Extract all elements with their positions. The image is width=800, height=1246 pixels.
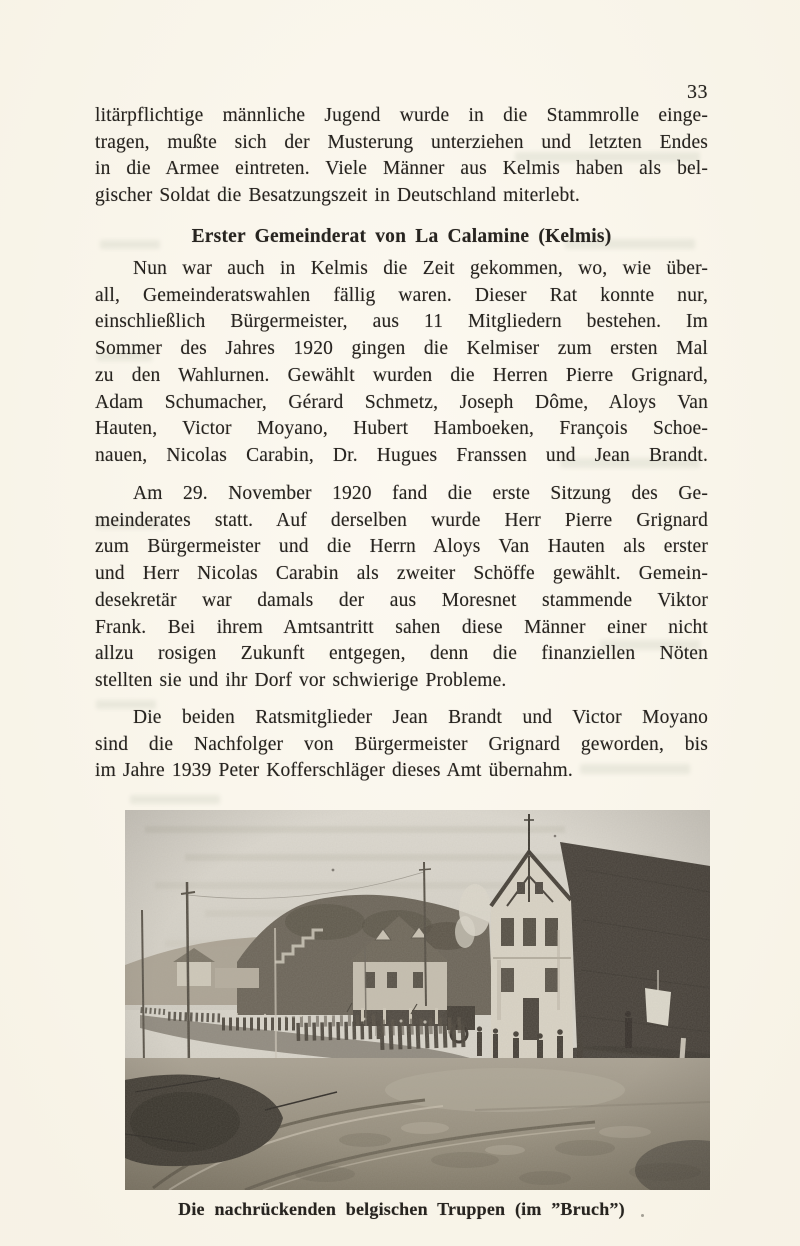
text-line: stellten sie und ihr Dorf vor schwierige Probleme. (95, 669, 507, 691)
photo-vignette (125, 810, 710, 1190)
text-line: Nun war auch in Kelmis die Zeit gekommen, wo, wie über- (133, 258, 708, 279)
paragraph-continuation (95, 103, 708, 210)
text-line: sind die Nachfolger von Bürgermeister Grignard geworden, bis (95, 733, 708, 755)
text-line: gischer Soldat die Besatzungszeit in Deutschland miterlebt. (95, 185, 580, 207)
text-line: Frank. Bei ihrem Amtsantritt sahen diese Männer einer nicht (95, 616, 708, 638)
text-line: nauen, Nicolas Carabin, Dr. Hugues Franssen und Jean Brandt. (95, 444, 708, 466)
text-line: Sommer des Jahres 1920 gingen die Kelmiser zum ersten Mal (95, 338, 708, 360)
text-line: Die beiden Ratsmitglieder Jean Brandt und Victor Moyano (133, 707, 708, 728)
paragraph (95, 256, 708, 470)
paragraph (95, 705, 708, 785)
text-line: meinderates statt. Auf derselben wurde Herr Pierre Grignard (95, 509, 708, 531)
text-line: einschließlich Bürgermeister, aus 11 Mitgliedern bestehen. Im (95, 311, 708, 333)
text-line: Hauten, Victor Moyano, Hubert Hamboeken, François Schoe- (95, 418, 708, 440)
text-line: Am 29. November 1920 fand die erste Sitzung des Ge- (133, 483, 708, 504)
paragraph (95, 481, 708, 695)
text-line: Adam Schumacher, Gérard Schmetz, Joseph Dôme, Aloys Van (95, 391, 708, 413)
text-line: zu den Wahlurnen. Gewählt wurden die Herren Pierre Grignard, (95, 364, 708, 386)
text-line: desekretär war damals der aus Moresnet stammende Viktor (95, 589, 708, 611)
photograph (125, 810, 710, 1190)
photo-illustration (125, 810, 710, 1190)
text-line: und Herr Nicolas Carabin als zweiter Schöffe gewählt. Gemein- (95, 563, 708, 585)
photo-caption: Die nachrückenden belgischen Truppen (im ”Bruch”) (178, 1199, 625, 1219)
text-line: im Jahre 1939 Peter Kofferschläger dieses Amt übernahm. (95, 760, 573, 782)
ink-speck (641, 1214, 644, 1217)
text-line: litärpflichtige männliche Jugend wurde in die Stammrolle einge- (95, 105, 708, 126)
text-line: all, Gemeinderatswahlen fällig waren. Dieser Rat konnte nur, (95, 284, 708, 306)
bleedthrough-smudge (130, 795, 220, 804)
text-line: allzu rosigen Zukunft entgegen, denn die finanziellen Nöten (95, 643, 708, 665)
page-number: 33 (687, 81, 708, 103)
text-line: in die Armee eintreten. Viele Männer aus Kelmis haben als bel- (95, 158, 708, 180)
text-line: zum Bürgermeister und die Herrn Aloys Van Hauten als erster (95, 536, 708, 558)
section-heading: Erster Gemeinderat von La Calamine (Kelmis) (191, 226, 612, 247)
text-line: tragen, mußte sich der Musterung unterziehen und letzten Endes (95, 131, 708, 153)
